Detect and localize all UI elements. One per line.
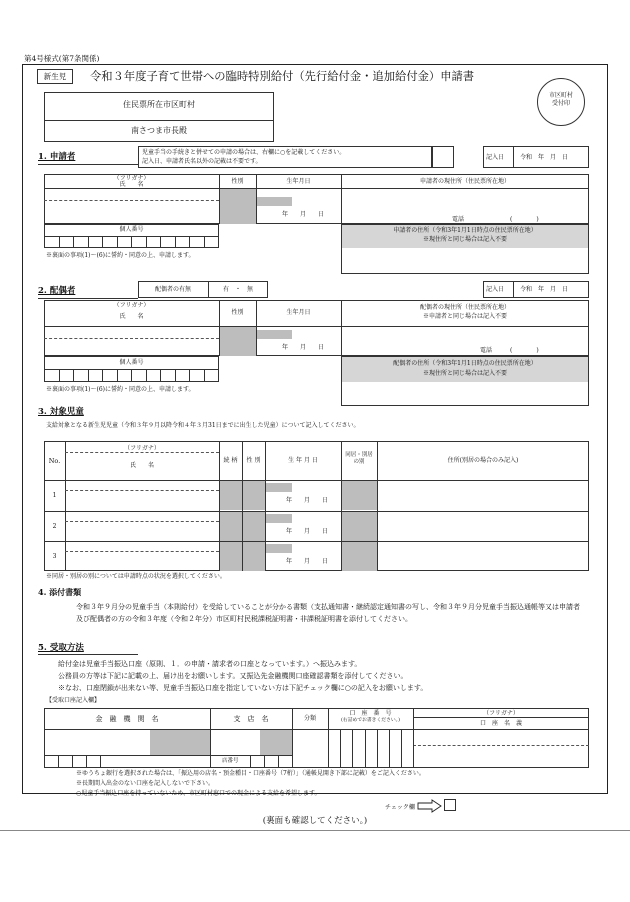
mynumber-digit[interactable] [204, 369, 220, 382]
spouse-phone-label: 電話 [480, 347, 493, 354]
col-holder-furigana: （フリガナ） [483, 710, 519, 717]
mynumber-digit[interactable] [88, 236, 104, 248]
child-select-cell[interactable] [243, 542, 265, 571]
applicant-address-label: 申請者の現住所（住民票所在地） [419, 178, 510, 185]
col-dob: 生 年 月 日 [288, 457, 318, 464]
applicant-jan-same-note: ※現住所と同じ場合は記入不要 [422, 236, 507, 243]
branch-code-digit[interactable] [264, 755, 279, 768]
spouse-gender-cell[interactable] [220, 327, 256, 356]
section1-date-label: 記入日 [486, 154, 505, 161]
mynumber-digit[interactable] [117, 236, 133, 248]
col-bank: 金 融 機 関 名 [95, 715, 159, 723]
branch-code-label: 店番号 [222, 758, 239, 764]
mynumber-digit[interactable] [131, 369, 147, 382]
child-select-cell[interactable] [220, 481, 242, 510]
section3-heading: 3. 対象児童 [38, 407, 84, 417]
bank-box-label: 【受取口座記入欄】 [46, 697, 101, 704]
child-name-label: 氏 名 [129, 462, 154, 469]
spouse-yes-no[interactable]: 有 ・ 無 [222, 286, 253, 293]
mynumber-digit[interactable] [131, 236, 147, 248]
col-branch: 支 店 名 [233, 715, 269, 723]
mynumber-digit[interactable] [73, 236, 89, 248]
section5-note-3: ○児童手当振込口座を持っていないため、市区町村窓口での現金による支給を希望します。 [76, 790, 321, 797]
newborn-badge: 新生児 [37, 69, 73, 84]
section2-date-label: 記入日 [486, 286, 505, 293]
section5-line-3: ※なお、口座閉鎖が出来ない等、児童手当振込口座を指定していない方は下記チェック欄に○の記入をお願いします。 [58, 684, 428, 692]
form-number: 第4号様式(第7条関係) [24, 54, 100, 63]
section1-heading: 1. 申請者 [38, 152, 76, 162]
bank-code-digit[interactable] [86, 755, 101, 768]
applicant-oath: ※裏面の事項(1)～(6)に誓約・同意の上、申請します。 [46, 252, 195, 259]
mynumber-digit[interactable] [44, 236, 60, 248]
spouse-name-label: 氏 名 [119, 313, 144, 320]
applicant-mynumber-label: 個人番号 [119, 226, 144, 233]
section3-desc: 支給対象となる新生児児童（令和３年９月以降令和４年３月31日までに出生した児童）について記入してください。 [46, 422, 360, 429]
section5-note-2: ※長期間入出金のない口座を記入しないで下さい。 [76, 780, 215, 787]
mynumber-digit[interactable] [204, 236, 220, 248]
col-account: 口 座 番 号 [349, 710, 392, 717]
col-gender: 性 別 [246, 457, 261, 464]
bank-code-digit[interactable] [44, 755, 59, 768]
form-title: 令和３年度子育て世帯への臨時特別給付（先行給付金・追加給付金）申請書 [90, 70, 475, 83]
mynumber-digit[interactable] [102, 236, 118, 248]
mynumber-digit[interactable] [44, 369, 60, 382]
mynumber-digit[interactable] [146, 369, 162, 382]
section1-date-value[interactable]: 令和 年 月 日 [520, 154, 569, 161]
mynumber-digit[interactable] [88, 369, 104, 382]
check-label: チェック欄 [385, 804, 415, 811]
account-digit[interactable] [352, 729, 365, 768]
section1-circle-cell[interactable] [432, 146, 454, 168]
applicant-phone-paren[interactable]: ( ) [510, 216, 539, 223]
child-era-cell[interactable] [266, 514, 292, 523]
spouse-dob-ymd: 年 月 日 [282, 344, 325, 351]
account-digit[interactable] [340, 729, 353, 768]
mayor-name: 南さつま市長殿 [131, 126, 187, 135]
spouse-phone-paren[interactable]: ( ) [510, 347, 539, 354]
branch-type-gray [260, 730, 292, 755]
arrow-right-icon [417, 799, 443, 813]
applicant-name-label: 氏 名 [119, 181, 144, 188]
account-digit[interactable] [377, 729, 390, 768]
mynumber-digit[interactable] [117, 369, 133, 382]
spouse-oath: ※裏面の事項(1)～(6)に誓約・同意の上、申請します。 [46, 386, 195, 393]
col-account-note: (右詰めでお書きください。) [341, 718, 400, 723]
spouse-jan-address-label: 配偶者の住所（令和3年1月1日時点の住民票所在地） [393, 360, 537, 367]
section3-footnote: ※同居・別居の別については申請時点の状況を選択してください。 [46, 573, 226, 580]
child-select-cell[interactable] [243, 512, 265, 541]
mynumber-digit[interactable] [189, 369, 205, 382]
section5-heading: 5. 受取方法 [38, 643, 84, 653]
account-digit[interactable] [401, 729, 414, 768]
footer-note: (裏面も確認してください。) [262, 816, 368, 826]
mynumber-digit[interactable] [160, 369, 176, 382]
mynumber-digit[interactable] [175, 369, 191, 382]
mynumber-digit[interactable] [73, 369, 89, 382]
col-type: 分類 [303, 715, 316, 722]
child-era-cell[interactable] [266, 544, 292, 553]
child-select-cell[interactable] [243, 481, 265, 510]
mynumber-digit[interactable] [160, 236, 176, 248]
applicant-gender-cell[interactable] [220, 189, 256, 224]
spouse-jan-same-note: ※現住所と同じ場合は記入不要 [422, 370, 507, 377]
mynumber-digit[interactable] [146, 236, 162, 248]
branch-code-digit[interactable] [250, 755, 265, 768]
section5-line-1: 給付金は児童手当振込口座（原則、１．の申請・請求者の口座となっています。）へ振込みます。 [58, 660, 362, 668]
col-no: No. [48, 457, 61, 465]
bank-code-digit[interactable] [72, 755, 87, 768]
col-holder: 口 座 名 義 [479, 720, 522, 727]
reception-stamp: 市区町村 受付印 [537, 78, 585, 126]
section2-date-value[interactable]: 令和 年 月 日 [520, 286, 569, 293]
applicant-phone-label: 電話 [452, 216, 465, 223]
child-select-cell[interactable] [342, 542, 377, 571]
addressee-label: 住民票所在市区町村 [123, 100, 195, 109]
child-row-number: 3 [52, 553, 57, 560]
col-relation: 続 柄 [223, 457, 238, 464]
child-furigana-label: （フリガナ） [124, 445, 160, 452]
applicant-era-cell[interactable] [257, 197, 292, 206]
child-select-cell[interactable] [342, 481, 377, 510]
bank-type-gray [150, 730, 210, 755]
spouse-gender-label: 性別 [231, 309, 244, 316]
mynumber-digit[interactable] [175, 236, 191, 248]
child-dob-ymd: 年 月 日 [286, 528, 329, 535]
spouse-mynumber-label: 個人番号 [119, 359, 144, 366]
mynumber-digit[interactable] [59, 369, 75, 382]
child-row-number: 1 [52, 492, 57, 499]
mynumber-digit[interactable] [189, 236, 205, 248]
col-cohab: 同居・別居の別 [345, 452, 373, 465]
spouse-dob-label: 生年月日 [286, 309, 311, 316]
applicant-gender-label: 性別 [231, 178, 244, 185]
child-select-cell[interactable] [220, 542, 242, 571]
spouse-exists-label: 配偶者の有無 [154, 286, 191, 293]
section4-text: 令和３年９月分の児童手当（本則給付）を受給していることが分かる書類（支払通知書・継続認定通知書の写し、令和３年９月分児童手当振込通帳等又は申請者及び配偶者の方の令和３年度（令和２年分）市区町村民税課税証明書・非課税証明書を添付してください。 [76, 603, 580, 623]
spouse-era-cell[interactable] [257, 330, 292, 339]
account-digit[interactable] [365, 729, 378, 768]
child-era-cell[interactable] [266, 483, 292, 492]
branch-code-digit[interactable] [278, 755, 293, 768]
child-select-cell[interactable] [220, 512, 242, 541]
child-select-cell[interactable] [342, 512, 377, 541]
section1-note: 児童手当の手続きと併せての申請の場合は、右欄に○を記載してください。 記入日、申請者氏名以外の記載は不要です。 [142, 149, 346, 165]
applicant-dob-label: 生年月日 [286, 178, 311, 185]
child-row-number: 2 [52, 523, 57, 530]
child-dob-ymd: 年 月 日 [286, 497, 329, 504]
applicant-dob-ymd: 年 月 日 [282, 211, 325, 218]
child-dob-ymd: 年 月 日 [286, 558, 329, 565]
applicant-jan-address-label: 申請者の住所（令和3年1月1日時点の住民票所在地） [393, 227, 537, 234]
section4-heading: 4. 添付書類 [38, 587, 82, 597]
check-box[interactable] [444, 799, 456, 811]
spouse-address-label: 配偶者の現住所（住民票所在地） [419, 304, 510, 311]
mynumber-digit[interactable] [59, 236, 75, 248]
section5-note-1: ※ゆうちょ銀行を選択された場合は、「振込用の店名・預金種目・口座番号（7桁）」（通帳見開き下部に記載）をご記入ください。 [76, 770, 425, 777]
spouse-furigana-label: （フリガナ） [113, 302, 150, 309]
section5-line-2: 公務員の方等は下記に記載の上、届け出をお願いします。又振込先金融機関口座確認書類を添付してください。 [58, 672, 408, 680]
section2-heading: 2. 配偶者 [38, 286, 76, 296]
col-address: 住所(別居の場合のみ記入) [447, 457, 519, 464]
spouse-address-note: ※申請者と同じ場合は記入不要 [422, 313, 507, 320]
bank-code-digit[interactable] [58, 755, 73, 768]
mynumber-digit[interactable] [102, 369, 118, 382]
applicant-furigana-label: （フリガナ） [113, 175, 150, 182]
